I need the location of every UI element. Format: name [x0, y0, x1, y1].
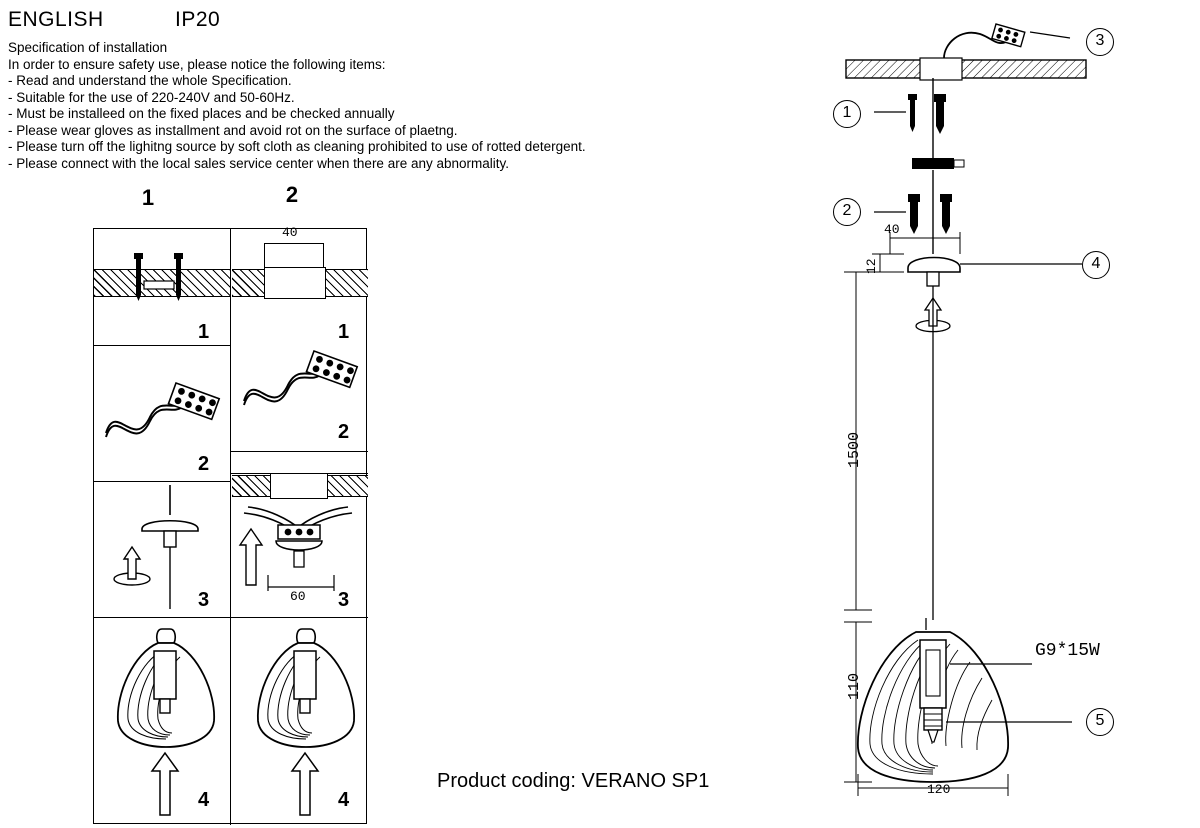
dimension-base-width: 60	[290, 589, 306, 604]
dimension-shade-height: 110	[846, 672, 863, 700]
specification-block	[8, 40, 668, 172]
panel-row-divider	[94, 345, 230, 346]
panel-column-divider	[230, 229, 231, 825]
ip-rating-label: IP20	[175, 8, 221, 31]
callout-1: 1	[833, 100, 861, 128]
installation-steps-panel	[93, 225, 367, 824]
lamp-spec-label: G9*15W	[1035, 641, 1100, 661]
panel-row-divider	[230, 451, 368, 452]
step-number: 1	[338, 321, 350, 343]
specification-title: Specification of installation	[8, 40, 168, 55]
callout-4: 4	[1082, 251, 1110, 279]
panel-row-divider	[230, 617, 368, 618]
dimension-canopy-height: 12	[864, 258, 879, 274]
specification-item: - Suitable for the use of 220-240V and 50-60Hz.	[8, 89, 295, 105]
steps-column-header-1: 1	[141, 185, 155, 210]
screw-anchor-pair-icon	[122, 249, 212, 309]
dimension-canopy-width: 40	[884, 222, 900, 237]
step-number: 2	[338, 421, 350, 443]
language-label: ENGLISH	[8, 8, 104, 31]
specification-item: - Read and understand the whole Specification.	[8, 73, 292, 88]
dimension-cable-length: 1500	[846, 431, 863, 468]
product-coding-label: Product coding: VERANO SP1	[437, 770, 710, 792]
assembly-drawing	[820, 10, 1190, 810]
wiring-connector-icon	[240, 339, 364, 429]
callout-3: 3	[1086, 28, 1114, 56]
specification-item: - Please wear gloves as installment and avoid rot on the surface of plaetng.	[8, 122, 458, 138]
step-number: 1	[198, 321, 210, 343]
dimension-line	[264, 243, 324, 244]
panel-row-divider	[94, 617, 230, 618]
dimension-tick	[264, 243, 265, 267]
step-number: 3	[338, 589, 350, 611]
specification-item: - Please turn off the lighitng source by soft cloth as cleaning prohibited to use of rotted detergent.	[8, 139, 586, 154]
dimension-tick	[323, 243, 324, 267]
dimension-shade-width: 120	[927, 782, 951, 797]
specification-intro: In order to ensure safety use, please notice the following items:	[8, 56, 386, 72]
dimension-top-width: 40	[282, 225, 298, 240]
step-number: 4	[338, 789, 350, 811]
specification-item: - Must be installeed on the fixed places and be checked annually	[8, 106, 395, 121]
callout-5: 5	[1086, 708, 1114, 736]
step-number: 3	[198, 589, 210, 611]
wiring-connector-icon	[102, 371, 226, 461]
step-number: 4	[198, 789, 210, 811]
steps-column-header-2: 2	[285, 182, 299, 207]
step-number: 2	[198, 453, 210, 475]
specification-item: - Please connect with the local sales service center when there are any abnormality.	[8, 155, 510, 171]
panel-row-divider	[94, 481, 230, 482]
canopy-cutout	[264, 267, 326, 299]
callout-2: 2	[833, 198, 861, 226]
